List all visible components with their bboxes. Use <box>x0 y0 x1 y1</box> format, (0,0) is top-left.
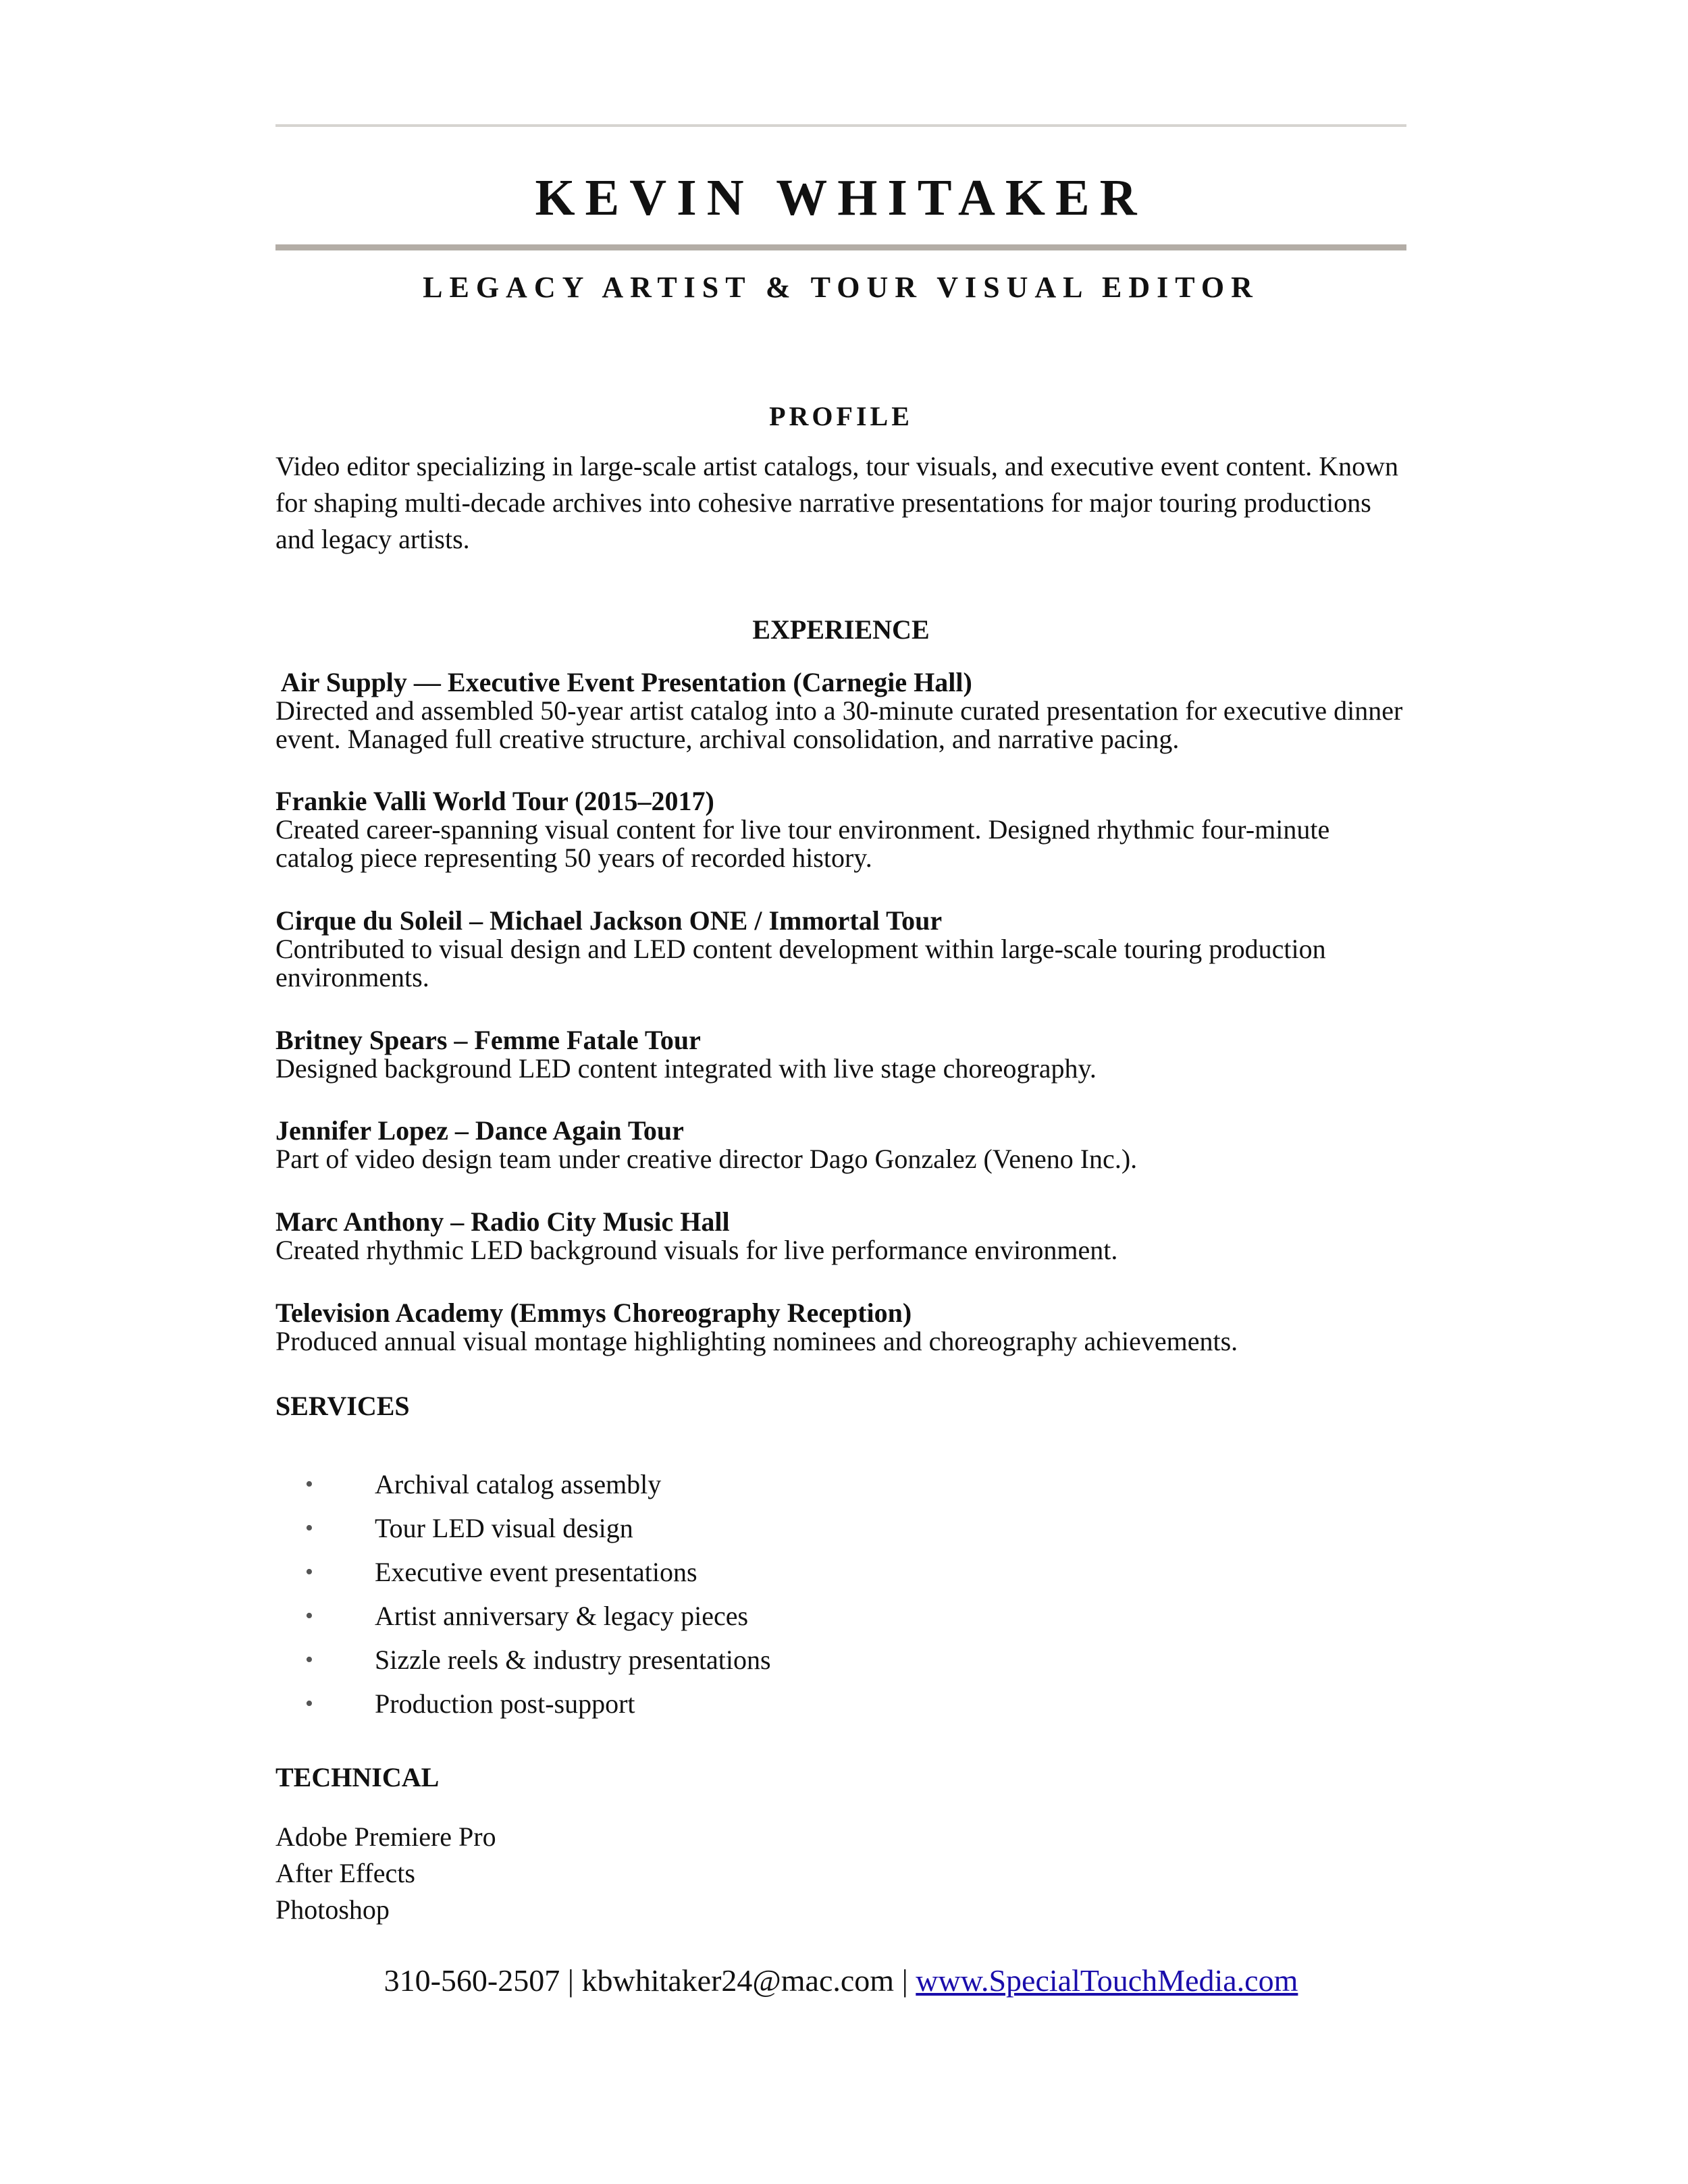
profile-text: Video editor specializing in large-scale artist catalogs, tour visuals, and executive event content. Known for shaping multi-decade archives into cohesive narrative presentations for major touring productions and legacy artists. <box>275 451 1398 554</box>
technical-heading: TECHNICAL <box>275 1762 440 1792</box>
experience-item-cirque-du-soleil <box>275 907 1406 992</box>
footer-separator: | <box>560 1963 582 1998</box>
experience-description: Created rhythmic LED background visuals for live performance environment. <box>275 1235 1118 1265</box>
experience-title: Britney Spears – Femme Fatale Tour <box>275 1025 701 1055</box>
experience-description: Created career-spanning visual content for live tour environment. Designed rhythmic four-minute catalog piece representing 50 years of recorded history. <box>275 814 1330 873</box>
bullet-icon: • <box>305 1691 313 1716</box>
footer-separator: | <box>894 1963 916 1998</box>
list-item: Photoshop <box>275 1894 390 1925</box>
services-heading: SERVICES <box>275 1391 410 1421</box>
job-title: LEGACY ARTIST & TOUR VISUAL EDITOR <box>423 271 1259 304</box>
list-item <box>275 1550 1406 1594</box>
list-item <box>275 1682 1406 1726</box>
service-label: Artist anniversary & legacy pieces <box>375 1601 749 1631</box>
experience-item-frankie-valli <box>275 787 1406 872</box>
service-label: Tour LED visual design <box>375 1513 633 1543</box>
list-item: After Effects <box>275 1858 415 1888</box>
experience-description: Directed and assembled 50-year artist catalog into a 30-minute curated presentation for executive dinner event. Managed full creative structure, archival consolidation, and narrative pacing. <box>275 695 1403 754</box>
experience-item-britney-spears <box>275 1026 1406 1083</box>
candidate-name: KEVIN WHITAKER <box>535 169 1147 226</box>
experience-item-air-supply <box>275 668 1406 753</box>
bullet-icon: • <box>305 1516 313 1541</box>
experience-description: Designed background LED content integrated with live stage choreography. <box>275 1053 1097 1084</box>
service-label: Sizzle reels & industry presentations <box>375 1645 771 1675</box>
bullet-icon: • <box>305 1647 313 1672</box>
experience-heading: EXPERIENCE <box>752 614 930 645</box>
phone-number: 310-560-2507 <box>384 1963 560 1998</box>
experience-description: Contributed to visual design and LED content development within large-scale touring production environments. <box>275 934 1326 992</box>
experience-title: Frankie Valli World Tour (2015–2017) <box>275 786 714 816</box>
experience-description: Part of video design team under creative director Dago Gonzalez (Veneno Inc.). <box>275 1144 1138 1174</box>
bullet-icon: • <box>305 1603 313 1628</box>
experience-title: Jennifer Lopez – Dance Again Tour <box>275 1115 684 1146</box>
experience-title: Marc Anthony – Radio City Music Hall <box>275 1206 730 1237</box>
top-divider <box>275 124 1406 127</box>
experience-title: Air Supply — Executive Event Presentation (Carnegie Hall) <box>275 667 972 697</box>
experience-title: Television Academy (Emmys Choreography Reception) <box>275 1298 912 1328</box>
experience-description: Produced annual visual montage highlighting nominees and choreography achievements. <box>275 1326 1238 1356</box>
service-label: Archival catalog assembly <box>375 1469 662 1499</box>
list-item <box>275 1638 1406 1682</box>
list-item <box>275 1594 1406 1638</box>
service-label: Production post-support <box>375 1688 635 1719</box>
profile-heading: PROFILE <box>769 401 913 431</box>
experience-title: Cirque du Soleil – Michael Jackson ONE / Immortal Tour <box>275 905 943 936</box>
name-divider <box>275 244 1406 250</box>
service-label: Executive event presentations <box>375 1557 697 1587</box>
technical-list <box>275 1819 1406 1928</box>
contact-footer <box>275 1962 1406 2000</box>
experience-item-television-academy <box>275 1299 1406 1356</box>
list-item: Adobe Premiere Pro <box>275 1821 496 1852</box>
bullet-icon: • <box>305 1472 313 1497</box>
experience-item-jennifer-lopez <box>275 1117 1406 1173</box>
services-list <box>275 1462 1406 1726</box>
list-item <box>275 1462 1406 1506</box>
experience-item-marc-anthony <box>275 1208 1406 1264</box>
website-link[interactable]: www.SpecialTouchMedia.com <box>916 1963 1298 1998</box>
bullet-icon: • <box>305 1560 313 1584</box>
list-item <box>275 1506 1406 1550</box>
email-address: kbwhitaker24@mac.com <box>581 1963 895 1998</box>
